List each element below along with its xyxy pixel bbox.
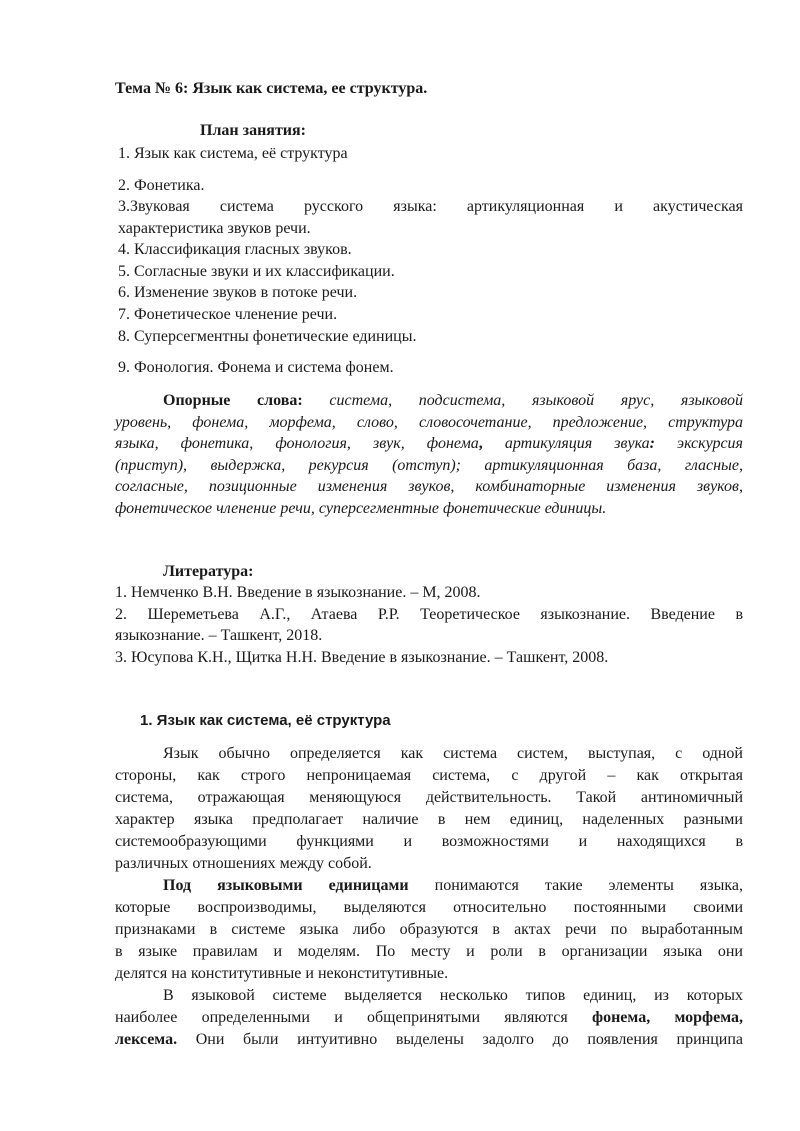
paragraph-line: в языке правилам и моделям. По месту и роли в организации языка они [115,943,743,960]
paragraph-line: делятся на конститутивные и неконститутивные. [115,965,449,982]
paragraph-line: которые воспроизводимы, выделяются относительно постоянными своими [115,899,743,916]
keywords-line: языка, фонетика, фонология, звук, фонема, артикуляция звука: экскурсия [115,435,743,452]
paragraph-line: Под языковыми единицами понимаются такие элементы языка, [163,877,743,894]
keywords-line: Опорные слова: система, подсистема, языковой ярус, языковой [163,392,744,409]
keywords-line: согласные, позиционные изменения звуков, комбинаторные изменения звуков, [115,478,743,495]
page-title: Тема № 6: Язык как система, ее структура. [115,80,428,97]
paragraph-line: различных отношениях между собой. [115,855,372,872]
paragraph-line: характер языка предполагает наличие в нем единиц, наделенных разными [115,811,743,828]
literature-heading: Литература: [163,563,254,580]
literature-item: 3. Юсупова К.Н., Щитка Н.Н. Введение в языкознание. – Ташкент, 2008. [115,649,609,666]
literature-item: 2. Шереметьева А.Г., Атаева Р.Р. Теоретическое языкознание. Введение в [115,606,743,623]
plan-item: 7. Фонетическое членение речи. [118,306,338,323]
plan-item: 8. Суперсегментны фонетические единицы. [118,328,417,345]
paragraph-line: В языковой системе выделяется несколько типов единиц, из которых [163,987,743,1004]
plan-item: 9. Фонология. Фонема и система фонем. [118,359,394,376]
keywords-label: Опорные слова: [163,392,303,409]
paragraph-line: системообразующими функциями и возможностями и находящихся в [115,833,743,850]
paragraph-line: признаками в системе языка либо образуются в актах речи по выработанным [115,921,743,938]
plan-item-continuation: характеристика звуков речи. [118,220,311,237]
plan-heading: План занятия: [200,122,307,139]
plan-item: 4. Классификация гласных звуков. [118,241,352,258]
plan-item: 2. Фонетика. [118,177,205,194]
section-heading: 1. Язык как система, её структура [140,712,391,729]
plan-item: 5. Согласные звуки и их классификации. [118,263,395,280]
term-language-units: Под языковыми единицами [163,877,409,894]
plan-item: 6. Изменение звуков в потоке речи. [118,284,358,301]
literature-item: 1. Немченко В.Н. Введение в языкознание. – М, 2008. [115,584,481,601]
keywords-line: фонетическое членение речи, суперсегментные фонетические единицы. [115,500,607,517]
keywords-line: (приступ), выдержка, рекурсия (отступ); артикуляционная база, гласные, [115,457,743,474]
plan-item: 3.Звуковая система русского языка: артикуляционная и акустическая [118,198,743,215]
literature-item-continuation: языкознание. – Ташкент, 2018. [115,627,323,644]
paragraph-line: лексема. Они были интуитивно выделены задолго до появления принципа [115,1031,743,1048]
plan-item: 1. Язык как система, её структура [118,145,348,162]
keywords-line: уровень, фонема, морфема, слово, словосочетание, предложение, структура [115,414,743,431]
paragraph-line: система, отражающая меняющуюся действительность. Такой антиномичный [115,789,743,806]
paragraph-line: наиболее определенными и общепринятыми являются фонема, морфема, [115,1009,743,1026]
paragraph-line: стороны, как строго непроницаемая система, с другой – как открытая [115,767,743,784]
paragraph-line: Язык обычно определяется как система систем, выступая, с одной [163,745,743,762]
